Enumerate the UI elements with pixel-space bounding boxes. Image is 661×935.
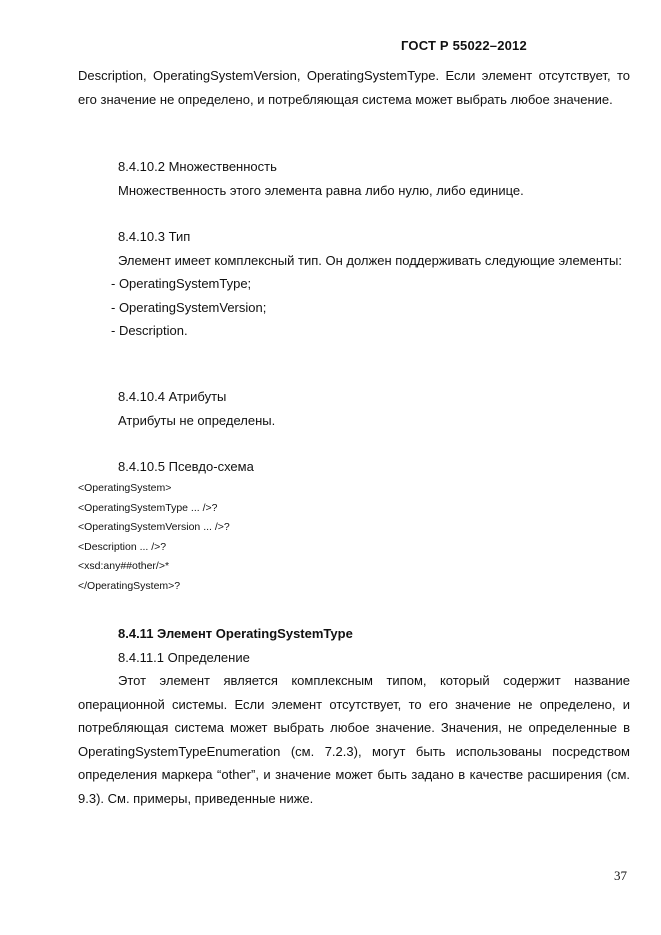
code-line: </OperatingSystem>? [78,579,181,592]
section-heading: 8.4.11.1 Определение [118,649,250,665]
pseudo-schema-code [78,479,230,596]
list-item: - OperatingSystemVersion; [111,299,267,315]
section-text: Элемент имеет комплексный тип. Он должен поддерживать следующие элементы: [118,252,622,268]
section-operating-system-type [78,622,630,810]
code-line: <Description ... />? [78,540,167,553]
page-number: 37 [614,868,627,883]
continuation-paragraph: Description, OperatingSystemVersion, OperatingSystemType. Если элемент отсутствует, то его значение не определено, и потребляющая система может выбрать любое значение. [78,68,630,107]
code-line: <OperatingSystemType ... />? [78,501,218,514]
section-heading: 8.4.10.2 Множественность [118,159,277,174]
section-heading: 8.4.10.3 Тип [118,229,191,244]
section-text: Множественность этого элемента равна либо нулю, либо единице. [118,182,524,198]
code-line: <OperatingSystem> [78,482,172,494]
code-line: <xsd:any##other/>* [78,560,170,572]
section-text: Атрибуты не определены. [118,412,276,428]
section-type [78,225,630,343]
list-item: - OperatingSystemType; [111,276,252,291]
section-multiplicity [78,155,630,202]
section-text: Этот элемент является комплексным типом, который содержит название операционной системы. Если элемент отсутствует, то его значение не определено, и потребляющая система может выбрать любое значение. Значения, не определенные в OperatingSystemTypeEnumeration (см. 7.2.3), могут быть использованы посредством определения маркера “other”, и значение может быть задано в качестве расширения (см. 9.3). См. примеры, приведенные ниже. [78,673,630,806]
code-line: <OperatingSystemVersion ... />? [78,521,230,533]
section-title: 8.4.11 Элемент OperatingSystemType [118,626,353,641]
section-pseudo-schema [78,455,630,479]
list-item: - Description. [111,323,188,338]
document-standard-id: ГОСТ Р 55022–2012 [401,38,527,53]
section-heading: 8.4.10.5 Псевдо-схема [118,459,254,474]
section-attributes [78,385,630,432]
section-heading: 8.4.10.4 Атрибуты [118,389,227,404]
continuation-block [78,64,630,111]
